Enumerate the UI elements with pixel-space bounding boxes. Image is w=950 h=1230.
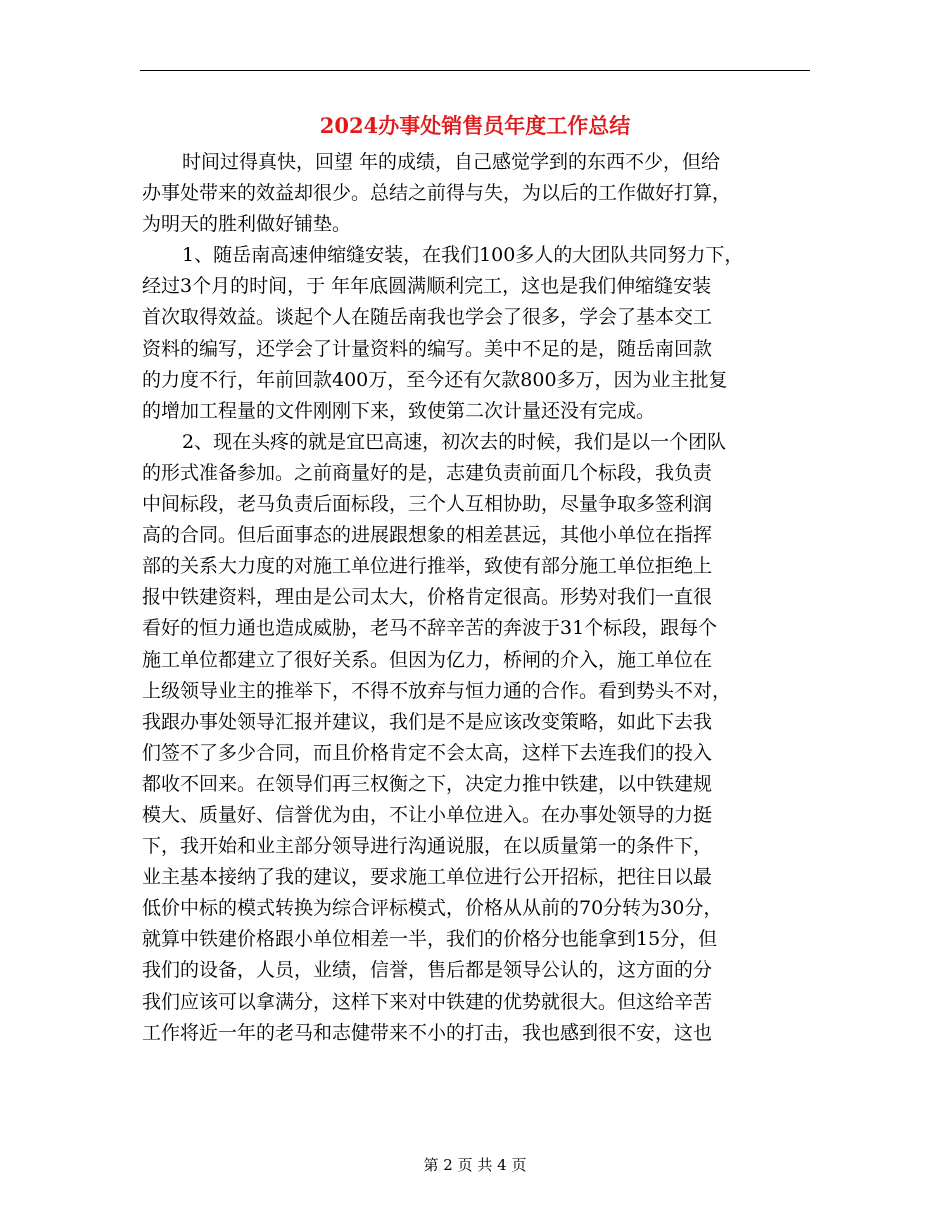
text-line: 我跟办事处领导汇报并建议，我们是不是应该改变策略，如此下去我: [142, 710, 713, 733]
text-line: 2、现在头疼的就是宜巴高速，初次去的时候，我们是以一个团队: [182, 430, 727, 453]
text-line: 我们的设备，人员，业绩，信誉，售后都是领导公认的，这方面的分: [142, 959, 713, 982]
text-line: 经过3个月的时间，于 年年底圆满顺利完工，这也是我们伸缩缝安装: [142, 275, 712, 298]
text-line: 中间标段，老马负责后面标段，三个人互相协助，尽量争取多签利润: [142, 493, 713, 516]
text-line: 我们应该可以拿满分，这样下来对中铁建的优势就很大。但这给辛苦: [142, 990, 713, 1013]
document-body: [142, 147, 812, 1049]
text-line: 们签不了多少合同，而且价格肯定不会太高，这样下去连我们的投入: [142, 741, 713, 764]
page-number: 第 2 页 共 4 页: [423, 1156, 527, 1174]
text-line: 业主基本接纳了我的建议，要求施工单位进行公开招标，把往日以最: [142, 866, 713, 889]
text-line: 的力度不行，年前回款400万，至今还有欠款800多万，因为业主批复: [142, 368, 728, 391]
text-line: 都收不回来。在领导们再三权衡之下，决定力推中铁建，以中铁建规: [142, 772, 713, 795]
text-line: 的增加工程量的文件刚刚下来，致使第二次计量还没有完成。: [142, 399, 656, 422]
text-line: 首次取得效益。谈起个人在随岳南我也学会了很多，学会了基本交工: [142, 306, 713, 329]
text-line: 下，我开始和业主部分领导进行沟通说服，在以质量第一的条件下，: [142, 835, 713, 858]
text-line: 的形式准备参加。之前商量好的是，志建负责前面几个标段，我负责: [142, 461, 713, 484]
text-line: 时间过得真快，回望 年的成绩，自己感觉学到的东西不少，但给: [182, 151, 721, 173]
text-line: 报中铁建资料，理由是公司太大，价格肯定很高。形势对我们一直很: [142, 586, 713, 609]
text-line: 施工单位都建立了很好关系。但因为亿力，桥闸的介入，施工单位在: [142, 648, 713, 671]
text-line: 工作将近一年的老马和志健带来不小的打击，我也感到很不安，这也: [142, 1021, 713, 1044]
text-line: 就算中铁建价格跟小单位相差一半，我们的价格分也能拿到15分，但: [142, 928, 718, 951]
header-rule: [140, 70, 810, 71]
text-line: 资料的编写，还学会了计量资料的编写。美中不足的是，随岳南回款: [142, 337, 713, 360]
text-line: 低价中标的模式转换为综合评标模式，价格从从前的70分转为30分，: [142, 897, 723, 920]
text-line: 高的合同。但后面事态的进展跟想象的相差甚远，其他小单位在指挥: [142, 524, 713, 547]
document-title: 2024办事处销售员年度工作总结: [319, 113, 631, 138]
text-line: 看好的恒力通也造成威胁，老马不辞辛苦的奔波于31个标段，跟每个: [142, 617, 718, 640]
text-line: 上级领导业主的推举下，不得不放弃与恒力通的合作。看到势头不对，: [142, 679, 732, 702]
text-line: 办事处带来的效益却很少。总结之前得与失，为以后的工作做好打算，: [142, 182, 732, 205]
text-line: 部的关系大力度的对施工单位进行推举，致使有部分施工单位拒绝上: [142, 555, 713, 578]
text-line: 为明天的胜利做好铺垫。: [142, 213, 352, 236]
text-line: 模大、质量好、信誉优为由，不让小单位进入。在办事处领导的力挺: [142, 803, 713, 826]
text-line: 1、随岳南高速伸缩缝安装，在我们100多人的大团队共同努力下，: [182, 244, 744, 267]
